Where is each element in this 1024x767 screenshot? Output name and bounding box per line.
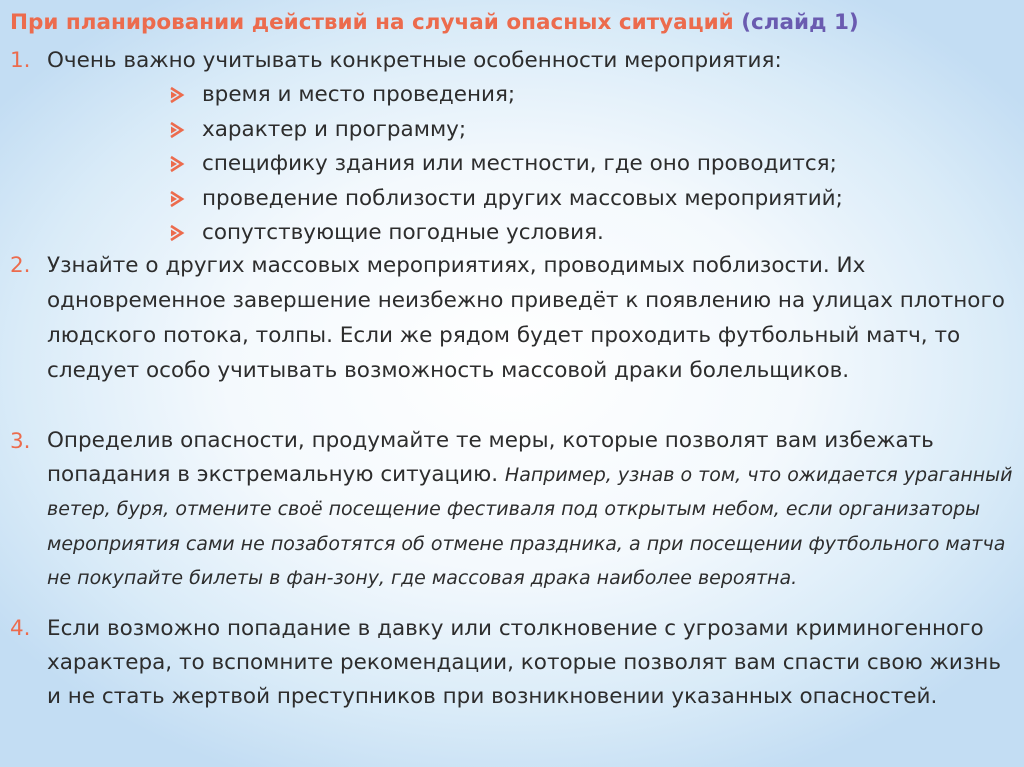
arrow-bullet-icon — [168, 147, 190, 181]
item-number: 1. — [10, 48, 31, 73]
item-text: Если возможно попадание в давку или столкновение с угрозами криминогенного характера, то вспомните рекомендации, которые позволят вам спасти свою жизнь и не стать жертвой преступников при возникновении указанных опасностей. — [47, 616, 1001, 709]
slide-number-label: (слайд 1) — [741, 10, 859, 35]
slide-title — [10, 9, 1010, 36]
bullet-item — [168, 216, 1014, 251]
title-main: При планировании действий на случай опасных ситуаций — [10, 10, 734, 35]
feature-bullet-list — [10, 78, 1014, 251]
item-number: 2. — [10, 253, 31, 278]
list-item-3 — [10, 424, 1014, 596]
item-text: Очень важно учитывать конкретные особенности мероприятия: — [47, 48, 782, 73]
arrow-bullet-icon — [168, 182, 190, 216]
bullet-text: время и место проведения; — [202, 82, 516, 107]
example-note: Например, узнав о том, что ожидается ураганный ветер, буря, отмените своё посещение фестиваля под открытым небом, если организаторы мероприятия сами не позаботятся об отмене праздника, а при посещении футбольного матча не покупайте билеты в фан-зону, где массовая драка наиболее вероятна. — [47, 463, 1013, 589]
item-text: Узнайте о других массовых мероприятиях, проводимых поблизости. Их одновременное завершение неизбежно приведёт к появлению на улицах плотного людского потока, толпы. Если же рядом будет проходить футбольный матч, то следует особо учитывать возможность массовой драки болельщиков. — [47, 253, 1005, 383]
item-number: 3. — [10, 429, 31, 454]
list-item-2 — [10, 248, 1014, 388]
bullet-item — [168, 78, 1014, 113]
bullet-text: сопутствующие погодные условия. — [202, 220, 604, 245]
list-item-4 — [10, 612, 1014, 714]
list-item-1 — [10, 43, 1014, 251]
item-text-main: Определив опасности, продумайте те меры, которые позволят вам избежать попадания в экстремальную ситуацию. — [47, 428, 934, 487]
bullet-item — [168, 113, 1014, 148]
item-number: 4. — [10, 616, 31, 641]
bullet-item — [168, 182, 1014, 217]
bullet-text: специфику здания или местности, где оно проводится; — [202, 151, 837, 176]
bullet-text: проведение поблизости других массовых мероприятий; — [202, 185, 843, 211]
bullet-text: характер и программу; — [202, 116, 467, 142]
arrow-bullet-icon — [168, 78, 190, 112]
bullet-item — [168, 147, 1014, 182]
item-text — [47, 424, 1014, 596]
arrow-bullet-icon — [168, 216, 190, 250]
arrow-bullet-icon — [168, 113, 190, 147]
